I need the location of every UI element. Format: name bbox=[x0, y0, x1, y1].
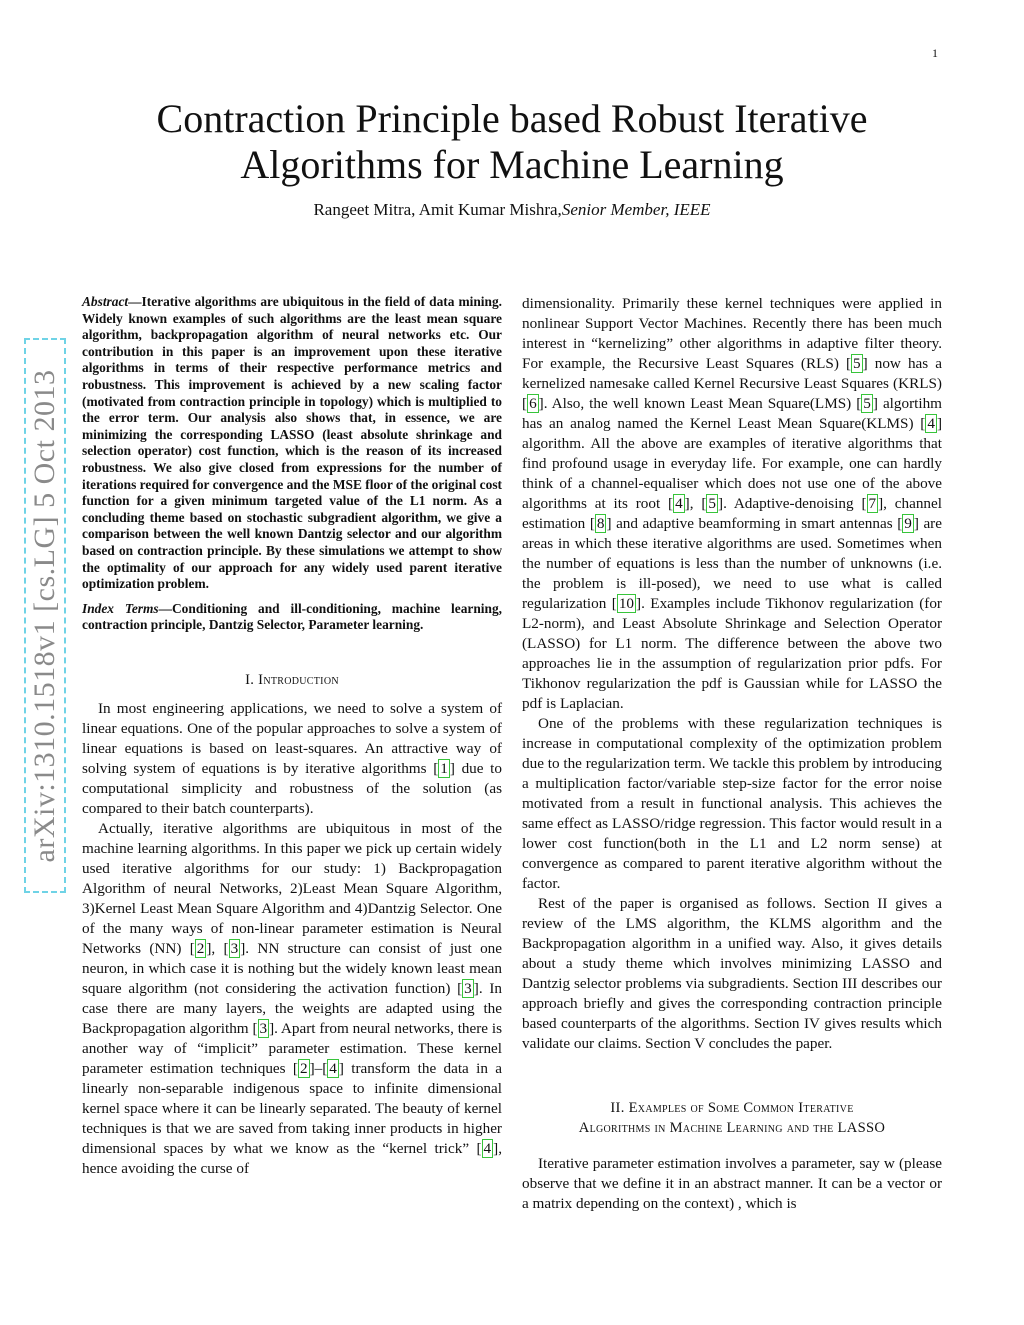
citation-link[interactable]: 5 bbox=[708, 495, 716, 512]
citation-link[interactable]: 9 bbox=[904, 515, 912, 532]
intro-paragraph-1: In most engineering applications, we need to solve a system of linear equations. One of the popular approaches to solve a system of linear equations is based on least-squares. An attractive way of solving system of equations is by iterative algorithms [ 1 ] due to computational simplicity and robustness of the solution (as compared to their batch counterparts). bbox=[82, 699, 502, 817]
citation-link[interactable]: 10 bbox=[618, 595, 635, 612]
citation-link[interactable]: 4 bbox=[329, 1059, 337, 1077]
author-line bbox=[100, 200, 924, 220]
citation-link[interactable]: 4 bbox=[483, 1139, 492, 1157]
title-line-1: Contraction Principle based Robust Iterative bbox=[156, 96, 868, 141]
citation-link[interactable]: 2 bbox=[196, 939, 205, 957]
citation-link[interactable]: 3 bbox=[464, 979, 472, 997]
citation-link[interactable]: 3 bbox=[259, 1019, 268, 1037]
intro-paragraph-2: Actually, iterative algorithms are ubiquitous in most of the machine learning algorithms. In this paper we pick up certain widely used iterative algorithms for our study: 1) Backpropagation Algorithm of neural Networks, 2)Least Mean Square Algorithm, 3)Kernel Least Mean Square Algorithm and 4)Dantzig Selector. One of the many ways of non-linear parameter estimation is Neural Networks (NN) [ 2 ], [ 3 ]. NN structure can consist of just one neuron, in which case it is nothing but the widely known least mean square algorithm (not considering the activation function) [ 3 ]. In case there are many layers, the weights are adapted using the Backpropagation algorithm [ 3 ]. Apart from neural networks, there is another way of “implicit” parameter estimation. These kernel parameter estimation techniques [ 2 ]–[ 4 ] transform the data in a linearly non-separable indigenous space to infinite dimensional kernel space where it can be linearly separated. The beauty of kernel techniques is that we are saved from taking inner products in higher dimensional spaces by what we know as the “kernel trick” [ 4 ], hence avoiding the curse of bbox=[82, 819, 503, 1177]
section-heading-introduction: I. Introduction bbox=[245, 671, 339, 688]
citation-link[interactable]: 3 bbox=[230, 939, 239, 957]
section-heading-examples bbox=[522, 1098, 942, 1138]
arxiv-identifier-stamp[interactable] bbox=[24, 338, 66, 893]
abstract-lead: Abstract bbox=[82, 294, 129, 309]
citation-link[interactable]: 8 bbox=[596, 515, 605, 532]
index-terms bbox=[82, 601, 502, 634]
author-names: Rangeet Mitra, Amit Kumar Mishra, bbox=[313, 200, 562, 219]
citation-link[interactable]: 1 bbox=[440, 759, 448, 777]
abstract-text: —Iterative algorithms are ubiquitous in the field of data mining. Widely known examples of such algorithms are the least mean square algorithm, backpropagation algorithm of neural networks etc. Our contribution in this paper is an improvement upon these iterative algorithms in terms of their respective performance metrics and robustness. This improvement is achieved by a new scaling factor (motivated from contraction principle in topology) which is multiplied to the error term. Our analysis also shows that, in essence, we are minimizing the corresponding LASSO (least absolute shrinkage and selection operator) cost function, which is the reason of its increased robustness. We also give closed from expressions for the number of iterations required for convergence and the MSE floor of the original cost function for a given minimum targeted value of the L1 norm. As a concluding theme based on stochastic subgradient algorithm, we give a comparison between the well known Dantzig selector and our algorithm based on contraction principle. By these simulations we attempt to show the optimality of our approach for any widely used parent iterative optimization problem. bbox=[82, 294, 502, 592]
citation-link[interactable]: 5 bbox=[853, 355, 861, 372]
author-membership: Senior Member, IEEE bbox=[561, 200, 711, 219]
section2-paragraph-1: Iterative parameter estimation involves a parameter, say w (please observe that we define it in an abstract manner. It can be a vector or a matrix depending on the context) , which is bbox=[522, 1155, 942, 1212]
page-number: 1 bbox=[932, 46, 938, 60]
left-column bbox=[82, 294, 502, 1179]
right-paragraph-2: One of the problems with these regularization techniques is increase in computational complexity of the optimization problem due to the regularization term. We tackle this problem by introducing a multiplication factor/variable step-size factor for the error noise motivated from a result in functional analysis. This achieves the same effect as LASSO/ridge regression. This factor would result in a lower cost function(both in the L1 and L2 norm sense) at convergence as compared to parent iterative algorithm without the factor. bbox=[522, 715, 942, 892]
citation-link[interactable]: 5 bbox=[863, 395, 871, 412]
index-terms-text: —Conditioning and ill-conditioning, machine learning, contraction principle, Dantzig Selector, Parameter learning. bbox=[82, 600, 502, 633]
section2-heading-line-1: II. Examples of Some Common Iterative bbox=[610, 1100, 854, 1116]
citation-link[interactable]: 2 bbox=[299, 1059, 308, 1077]
right-column bbox=[522, 294, 942, 1214]
section2-heading-line-2: Algorithms in Machine Learning and the LASSO bbox=[578, 1120, 886, 1136]
right-paragraph-1: dimensionality. Primarily these kernel techniques were applied in nonlinear Support Vector Machines. Recently there has been much interest in “kernelizing” other algorithms in adaptive filter theory. For example, the Recursive Least Squares (RLS) [ 5 ] now has a kernelized namesake called Kernel Recursive Least Squares (KRLS) [ 6 ]. Also, the well known Least Mean Square(LMS) [ 5 ] algortihm has an analog named the Kernel Least Mean Square(KLMS) [ 4 ] algorithm. All the above are examples of iterative algorithms that find profound usage in everyday life. For example, one can hardly think of a channel-equaliser which does not use one of the above algorithms at its root [ 4 ], [ 5 ]. Adaptive-denoising [ 7 ], channel estimation [ 8 ] and adaptive beamforming in smart antennas [ 9 ] are areas in which these iterative algorithms are used. Sometimes when the number of equations is less than the number of unknowns (i.e. the problem is ill-posed), we need to use what is called regularization [ 10 ]. Examples include Tikhonov regularization (for L2-norm), and Least Absolute Shrinkage and Selection Operator (LASSO) for L1 norm. The difference between the above two approaches lie in the assumption of regularization prior pdfs. For Tikhonov regularization the pdf is Gaussian while for LASSO the pdf is Laplacian. bbox=[522, 295, 942, 712]
paper-title bbox=[100, 96, 924, 188]
arxiv-id-text: arXiv:1310.1518v1 [cs.LG] 5 Oct 2013 bbox=[28, 369, 61, 862]
citation-link[interactable]: 4 bbox=[675, 495, 683, 512]
citation-link[interactable]: 4 bbox=[927, 415, 935, 432]
index-terms-lead: Index Terms bbox=[82, 600, 159, 616]
citation-link[interactable]: 6 bbox=[529, 395, 537, 412]
citation-link[interactable]: 7 bbox=[868, 495, 877, 512]
abstract bbox=[82, 294, 502, 593]
right-paragraph-3: Rest of the paper is organised as follows. Section II gives a review of the LMS algorithm, the KLMS algorithm and the Backpropagation algorithm in a unified way. Also, it gives details about a study theme which involves minimizing LASSO and Dantzig selector problems via subgradients. Section III describes our approach briefly and gives the corresponding contraction principle based counterparts of the algorithms. Section IV gives results which validate our claims. Section V concludes the paper. bbox=[522, 895, 942, 1052]
title-line-2: Algorithms for Machine Learning bbox=[240, 142, 784, 187]
